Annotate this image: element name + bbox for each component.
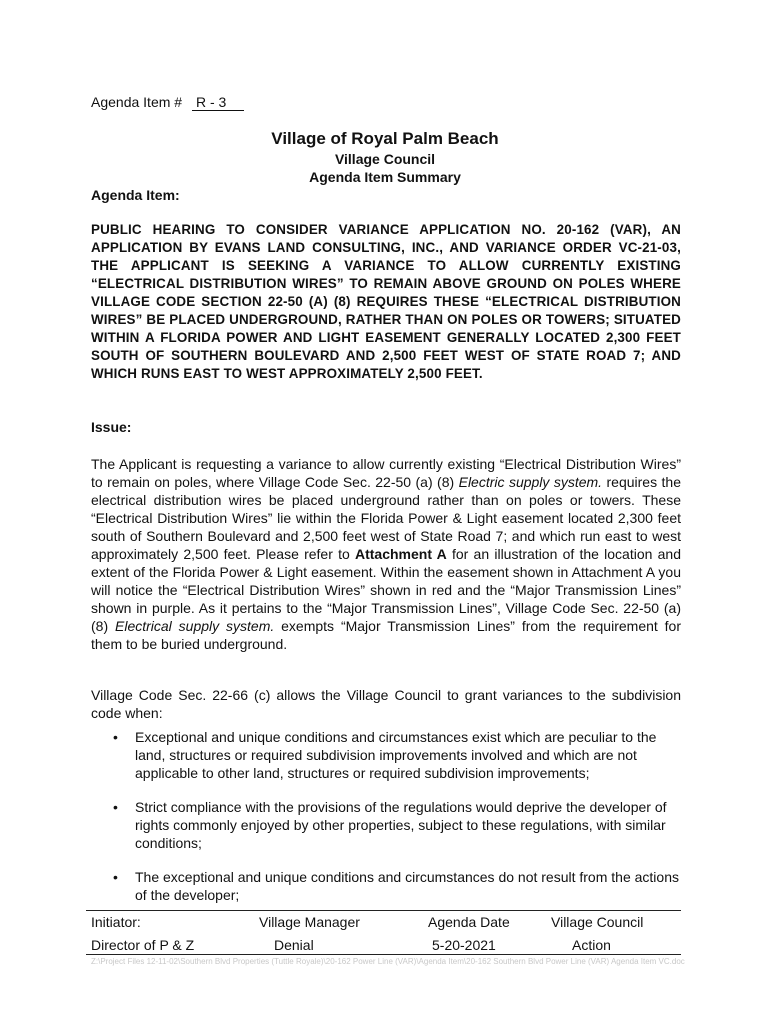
footer-council-action: Action bbox=[572, 937, 611, 953]
footer-manager-recommendation: Denial bbox=[274, 937, 314, 953]
code-reference-italic: Electrical supply system. bbox=[115, 618, 275, 634]
footer-initiator-label: Initiator: bbox=[91, 914, 141, 930]
variance-criteria-intro: Village Code Sec. 22-66 (c) allows the Village Council to grant variances to the subdivision code when: bbox=[91, 687, 681, 721]
issue-heading: Issue: bbox=[91, 419, 132, 435]
governing-body: Village Council bbox=[334, 151, 436, 167]
agenda-item-number: R - 3 bbox=[192, 94, 244, 111]
list-item bbox=[91, 868, 681, 904]
issue-text: for an illustration of the location and extent of the Florida Power & Light easement. Within the easement shown in Attachment A you will notice the “Electrical Distribution Wires” shown in red and the “Major Transmission Lines” shown in purple. As it pertains to the “Major Transmission Lines”, Village Code Sec. 22-50 (a) (8) bbox=[91, 546, 681, 634]
organization-name: Village of Royal Palm Beach bbox=[271, 129, 499, 148]
bullet-icon: • bbox=[113, 869, 118, 885]
agenda-item-number-label: Agenda Item # bbox=[91, 94, 183, 110]
list-item bbox=[91, 728, 681, 782]
document-file-path: Z:\Project Files 12-11-02\Southern Blvd Properties (Tuttle Royale)\20-162 Power Line (VAR)\Agenda Item\20-162 Southern Blvd Power Line (VAR) Agenda Item VC.doc bbox=[91, 957, 685, 966]
condition-text: Strict compliance with the provisions of the regulations would deprive the developer of rights commonly enjoyed by other properties, subject to these regulations, with similar conditions; bbox=[135, 799, 667, 851]
issue-text: The Applicant is requesting a variance to allow currently existing “Electrical Distribution Wires” to remain on poles, where Village Code Sec. 22-50 (a) (8) bbox=[91, 456, 681, 490]
attachment-reference: Attachment A bbox=[354, 546, 447, 562]
condition-text: The exceptional and unique conditions and circumstances do not result from the actions of the developer; bbox=[135, 869, 679, 903]
footer-village-manager-label: Village Manager bbox=[259, 914, 360, 930]
bullet-icon: • bbox=[113, 729, 118, 745]
agenda-item-number-line bbox=[91, 94, 244, 111]
variance-conditions-list bbox=[91, 728, 681, 920]
issue-paragraph bbox=[91, 455, 681, 653]
footer-agenda-date-label: Agenda Date bbox=[428, 914, 510, 930]
agenda-item-heading: Agenda Item: bbox=[91, 187, 180, 203]
issue-text: exempts “Major Transmission Lines” from the requirement for them to be buried underground. bbox=[91, 618, 681, 652]
footer-top-divider bbox=[86, 910, 681, 911]
agenda-item-description: PUBLIC HEARING TO CONSIDER VARIANCE APPLICATION NO. 20-162 (VAR), AN APPLICATION BY EVANS LAND CONSULTING, INC., AND VARIANCE ORDER VC-21-03, THE APPLICANT IS SEEKING A VARIANCE TO ALLOW CURRENTLY EXISTING “ELECTRICAL DISTRIBUTION WIRES” TO REMAIN ABOVE GROUND ON POLES WHERE VILLAGE CODE SECTION 22-50 (A) (8) REQUIRES THESE “ELECTRICAL DISTRIBUTION WIRES” BE PLACED UNDERGROUND, RATHER THAN ON POLES OR TOWERS; SITUATED WITHIN A FLORIDA POWER AND LIGHT EASEMENT GENERALLY LOCATED 2,300 FEET SOUTH OF SOUTHERN BOULEVARD AND 2,500 FEET WEST OF STATE ROAD 7; AND WHICH RUNS EAST TO WEST APPROXIMATELY 2,500 FEET. bbox=[91, 222, 681, 381]
condition-text: Exceptional and unique conditions and circumstances exist which are peculiar to the land, structures or required subdivision improvements involved and which are not applicable to other land, structures or required subdivision improvements; bbox=[135, 729, 657, 781]
list-item bbox=[91, 798, 681, 852]
footer-agenda-date-value: 5-20-2021 bbox=[432, 937, 496, 953]
code-reference-italic: Electric supply system. bbox=[458, 474, 603, 490]
bullet-icon: • bbox=[113, 799, 118, 815]
footer-initiator-value: Director of P & Z bbox=[91, 937, 195, 953]
footer-bottom-divider bbox=[86, 954, 681, 955]
footer-council-label: Village Council bbox=[551, 914, 644, 930]
issue-text: requires the electrical distribution wires be placed underground rather than on poles or towers. These “Electrical Distribution Wires” lie within the Florida Power & Light easement located 2,300 feet south of Southern Boulevard and 2,500 feet west of State Road 7; and which run east to west approximately 2,500 feet. Please refer to bbox=[91, 474, 681, 562]
document-type: Agenda Item Summary bbox=[309, 169, 461, 185]
